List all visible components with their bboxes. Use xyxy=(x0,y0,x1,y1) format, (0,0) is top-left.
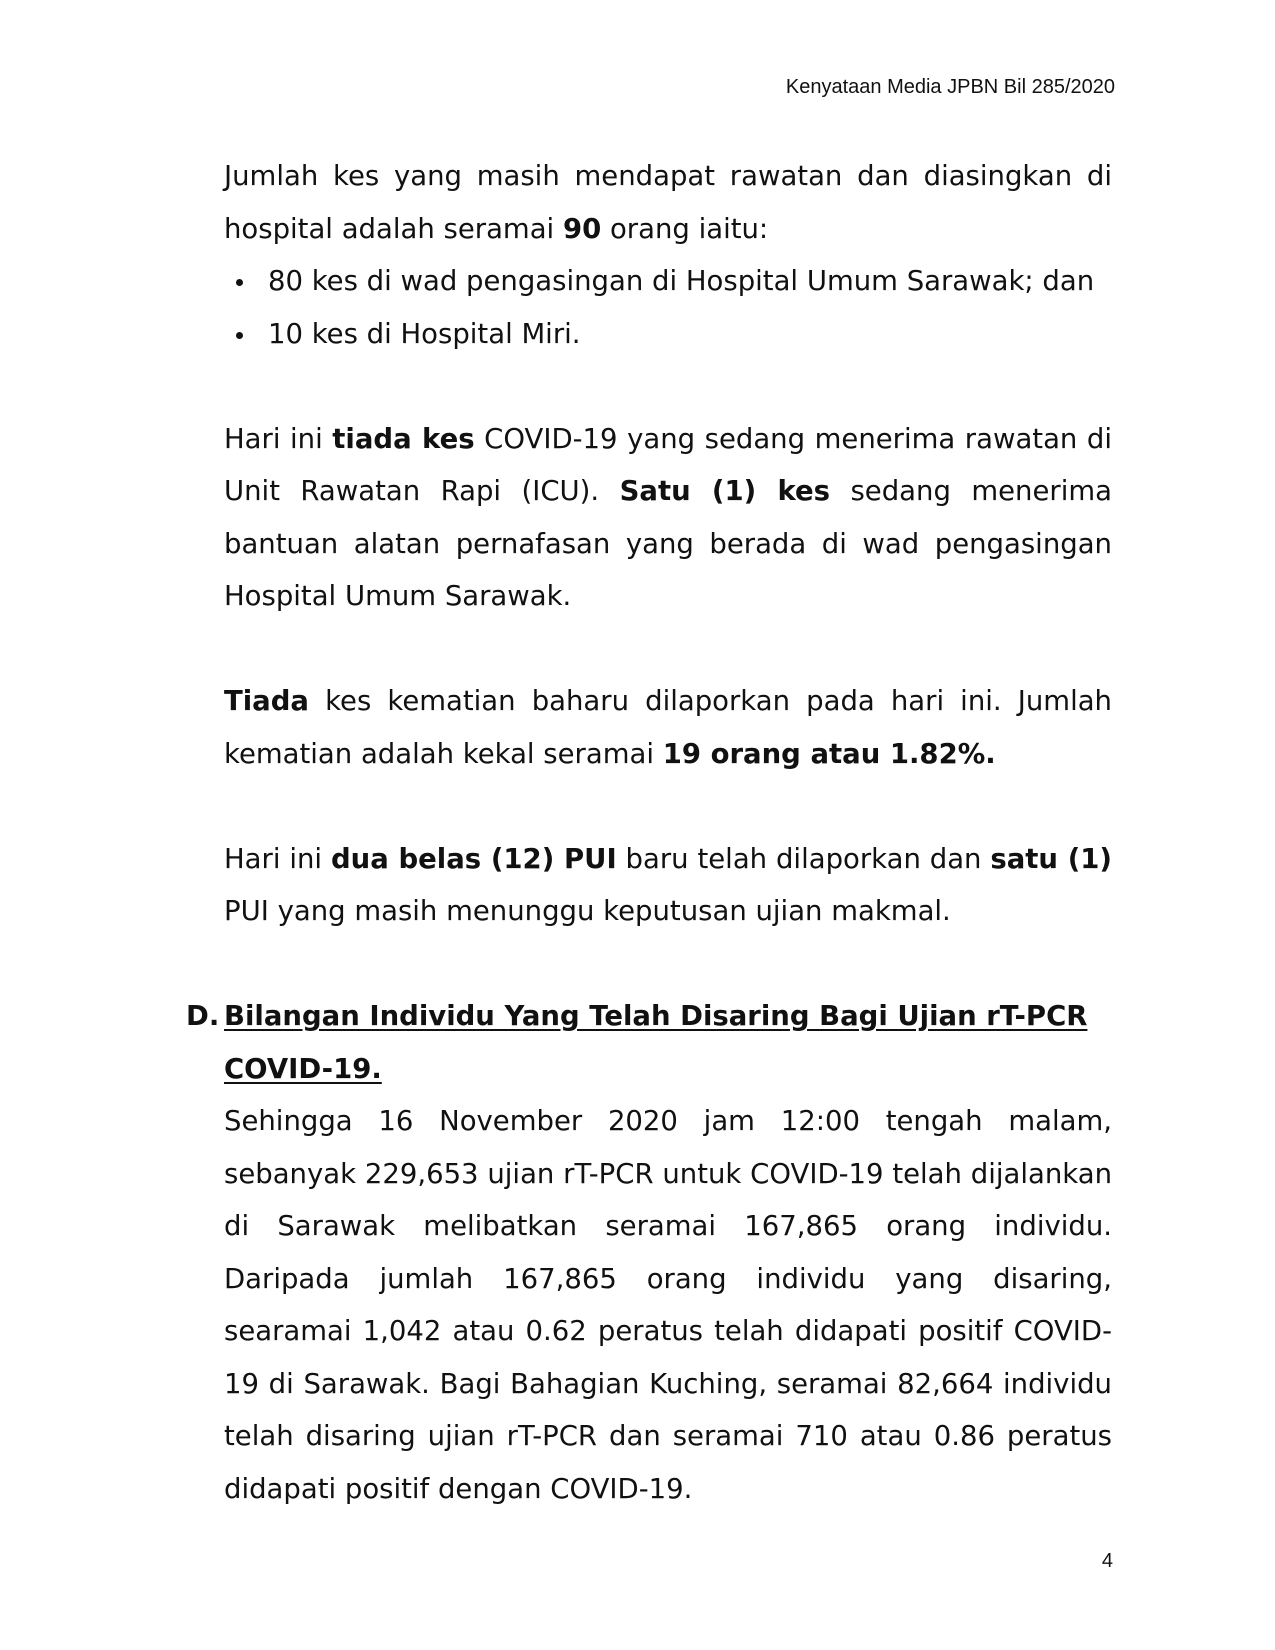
list-item xyxy=(224,255,1112,308)
document-reference-header: Kenyataan Media JPBN Bil 285/2020 xyxy=(785,76,1115,98)
section-d-heading xyxy=(186,990,1112,1095)
bullet-icon xyxy=(236,279,243,286)
screening-paragraph: Sehingga 16 November 2020 jam 12:00 tengah malam, sebanyak 229,653 ujian rT-PCR untuk COVID-19 telah dijalankan di Sarawak melibatkan seramai 167,865 orang individu. Daripada jumlah 167,865 orang individu yang disaring, searamai 1,042 atau 0.62 peratus telah didapati positif COVID-19 di Sarawak. Bagi Bahagian Kuching, seramai 82,664 individu telah disaring ujian rT-PCR dan seramai 710 atau 0.86 peratus didapati positif dengan COVID-19. xyxy=(224,1105,1112,1505)
hospital-breakdown-list xyxy=(224,255,1112,360)
bold-run: 90 xyxy=(562,212,602,245)
text-run: orang iaitu: xyxy=(601,212,769,245)
bold-run: Tiada xyxy=(224,685,309,717)
section-title: Bilangan Individu Yang Telah Disaring Bagi Ujian rT-PCR COVID-19. xyxy=(224,1000,1088,1085)
deaths-paragraph xyxy=(224,675,1112,780)
icu-paragraph xyxy=(224,413,1112,623)
text-run: Hari ini xyxy=(224,422,333,455)
text-run: PUI yang masih menunggu keputusan ujian makmal. xyxy=(224,895,951,927)
document-body xyxy=(186,150,1113,1515)
bold-run: satu (1) xyxy=(990,842,1112,875)
bold-run: dua belas (12) PUI xyxy=(330,842,617,875)
list-item xyxy=(224,308,1112,361)
bold-run: tiada kes xyxy=(332,422,475,455)
text-run: kes kematian baharu dilaporkan pada hari ini. Jumlah kematian adalah kekal seramai xyxy=(224,685,1112,770)
list-item-text: 80 kes di wad pengasingan di Hospital Umum Sarawak; dan xyxy=(268,265,1095,297)
text-run: COVID-19 yang sedang menerima rawatan di Unit Rawatan Rapi (ICU). xyxy=(224,422,1113,507)
hospital-cases-paragraph xyxy=(224,150,1112,255)
text-run: Jumlah kes yang masih mendapat rawatan dan diasingkan di hospital adalah seramai xyxy=(224,160,1112,245)
bullet-icon xyxy=(236,332,243,339)
bold-run: Satu (1) kes xyxy=(619,475,831,507)
pui-paragraph xyxy=(224,833,1112,938)
text-run: sedang menerima bantuan alatan pernafasan yang berada di wad pengasingan Hospital Umum Sarawak. xyxy=(224,475,1112,612)
bold-run: 19 orang atau 1.82%. xyxy=(662,737,996,770)
section-letter: D. xyxy=(186,1000,220,1032)
page-number: 4 xyxy=(1101,1550,1113,1572)
text-run: baru telah dilaporkan dan xyxy=(616,842,991,875)
text-run: Hari ini xyxy=(224,842,331,875)
list-item-text: 10 kes di Hospital Miri. xyxy=(268,317,581,350)
